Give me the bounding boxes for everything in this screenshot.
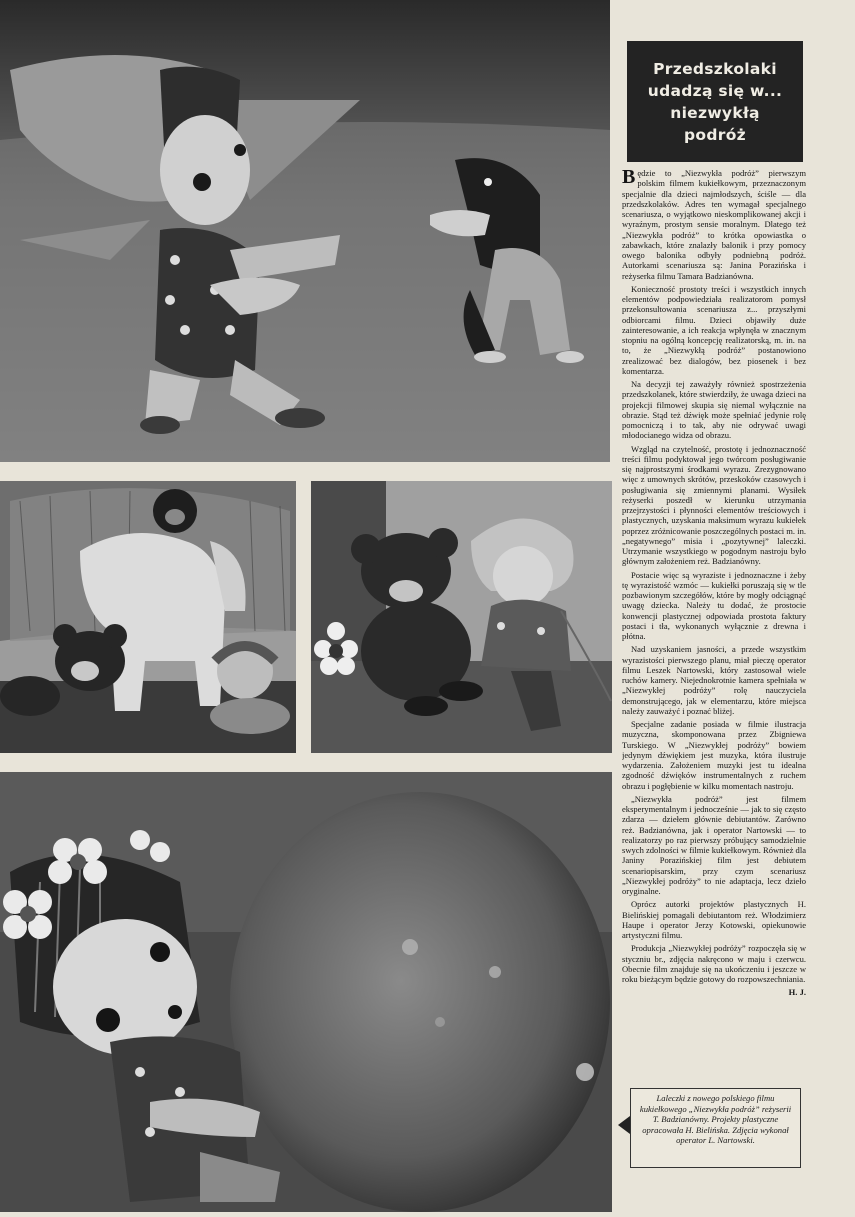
photo-bear-and-doll [311, 481, 612, 753]
title-line: Przedszkolaki [653, 59, 777, 78]
photo-caption [630, 1088, 801, 1168]
article-paragraph: Wzgląd na czytelność, prostotę i jednoznaczność treści filmu podyktował jego twórcom posługiwanie się najprostszymi środkami wyrazu. Zrezygnowano więc z umownych skrótów, przeskoków czasowych i posługiwania się zmiennymi planami. Wysiłek reżyserki poszedł w kierunku utrzymania przejrzystości i płynności elementów treściowych i plastycznych, uzyskania maksimum wyrazu kukiełek poprzez zróżnicowanie poszczególnych postaci m. in. „negatywnego” misia i „pozytywnej” laleczki. Utrzymanie wszystkiego w pogodnym nastroju było głównym założeniem reż. Badzianówny. [622, 443, 806, 567]
photo-doll-with-balloon [0, 772, 612, 1212]
photo-doll-and-dog [0, 0, 610, 462]
article-paragraph: Nad uzyskaniem jasności, a przede wszystkim wyrazistości pierwszego planu, miał pieczę operator filmu Leszek Nartowski, który zastosował wiele ruchów kamery. Niejednokrotnie kamera spełniała w „Niezwykłej podróży” rolę nauczyciela demonstrującego, jak w elementarzu, które miejsca należy zauważyć i poznać bliżej. [622, 644, 806, 716]
article-body [622, 168, 806, 1080]
article-paragraph: Będzie to „Niezwykła podróż” pierwszym polskim filmem kukiełkowym, przeznaczonym specjalnie dla dzieci najmłodszych, ściśle — dla przedszkolaków. Adres ten wymagał specjalnego scenariusza, o wyjątkowo nieskomplikowanej akcji i wyraźnym, prostym sensie moralnym. Dlatego też „Niezwykła podróż” to krótka opowiastka o zabawkach, które znalazły balonik i przy pomocy owego balonika odbyły podniebną podróż. Autorkami scenariusza są: Janina Porazińska i reżyserka filmu Tamara Badzianówna. [622, 168, 806, 281]
article-paragraph: Na decyzji tej zaważyły również spostrzeżenia przedszkolanek, które stwierdziły, że uwaga dzieci na projekcji filmowej skupia się niemal wyłącznie na obrazie. Stąd też dźwięk może spełniać jedynie rolę pomocniczą i to tak, aby nie odrywać uwagi młodocianego widza od obrazu. [622, 379, 806, 441]
article-title [627, 41, 803, 162]
article-paragraph: Postacie więc są wyraziste i jednoznaczne i żeby tę wyrazistość wzmóc — kukiełki poruszają się w tle pozbawionym szczegółów, które by mogły odciągnąć uwagę dziecka. Należy tu dodać, że prostocie konwencji plastycznej odpowiada prostota faktury postaci i tła, wykonanych wyłącznie z drewna i płótna. [622, 569, 806, 641]
title-line: udadzą się w... [647, 81, 783, 100]
author-signature: H. J. [788, 987, 806, 998]
caption-text: Laleczki z nowego polskiego filmu kukiełkowego „Niezwykła podróż” reżyserii T. Badzianówny. Projekty plastyczne opracowała H. Bielińska. Zdjęcia wykonał operator L. Nartowski. [639, 1093, 792, 1146]
title-line: podróż [684, 125, 746, 144]
drop-cap: B [622, 168, 636, 188]
article-paragraph: Produkcja „Niezwykłej podróży” rozpoczęła się w styczniu br., zdjęcia nakręcono w maju i czerwcu. Obecnie film znajduje się na ukończeniu i jeszcze w roku bieżącym będzie gotowy do rozpowszechniania. [622, 943, 806, 984]
photo-elephant-and-toys [0, 481, 296, 753]
article-paragraph: Oprócz autorki projektów plastycznych H. Bielińskiej pomagali debiutantom reż. Włodzimierz Haupe i operator Jerzy Kotowski, opiekunowie artystyczni filmu. [622, 899, 806, 940]
article-paragraph: „Niezwykła podróż” jest filmem eksperymentalnym i jednocześnie — jak to się często zdarza — dziełem głównie debiutantów. Zarówno reż. Badzianówna, jak i operator Nartowski — to realizatorzy po raz pierwszy próbujący samodzielnie swych zdolności w filmie kukiełkowym. Również dla Janiny Porazińskiej film jest debiutem scenariopisarskim, przy czym scenariusz „Niezwykłej podróży” to nie adaptacja, lecz dzieło oryginalne. [622, 793, 806, 896]
article-paragraph: Konieczność prostoty treści i wszystkich innych elementów podpowiedziała realizatorom pomysł przekonsultowania scenariusza z... przyszłymi odbiorcami filmu. Dzieci objawiły duże zainteresowanie, a ich reakcja wpłynęła w znacznym stopniu na ogólną koncepcję realizatorską, m. in. na to, że „Niezwykłą podróż” postanowiono zrealizować bez dialogów, bez piosenek i bez komentarza. [622, 283, 806, 376]
title-line: niezwykłą [670, 103, 760, 122]
caption-pointer-icon [618, 1116, 630, 1134]
article-paragraph: Specjalne zadanie posiada w filmie ilustracja muzyczna, skomponowana przez Zbigniewa Turskiego. W „Niezwykłej podróży” bowiem jedynym dźwiękiem jest muzyka, która ilustruje wydarzenia. Założeniem muzyki jest tu idealna zgodność dźwięków instrumentalnych z ruchem obrazu i pogłębienie w kilku momentach nastroju. [622, 719, 806, 791]
